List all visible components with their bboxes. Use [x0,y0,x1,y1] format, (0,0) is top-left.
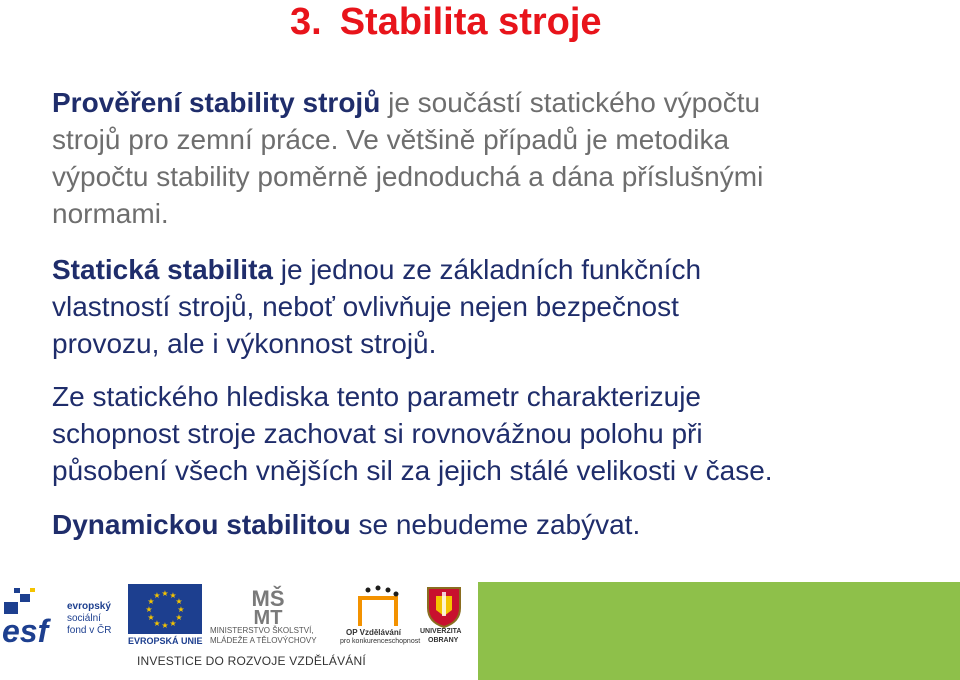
p1-bold: Prověření stability strojů [52,87,381,118]
paragraph-dynamic-stability [52,506,942,543]
svg-text:★: ★ [175,597,183,606]
svg-text:esf: esf [2,613,49,649]
svg-text:★: ★ [177,605,185,614]
footer-logo-bar [0,582,960,680]
esf-logo-graphic [0,584,125,650]
title-text: Stabilita stroje [339,1,602,43]
svg-text:★: ★ [169,619,177,628]
msmt-emblem-icon [233,584,303,624]
svg-text:★: ★ [161,589,169,598]
op-logo [340,584,421,650]
p4-rest: se nebudeme zabývat. [350,509,641,540]
eu-label: EVROPSKÁ UNIE [128,636,203,646]
p2-line2: vlastností strojů, neboť ovlivňuje nejen bezpečnost [52,291,679,322]
svg-text:★: ★ [161,621,169,630]
p1-line3: výpočtu stability poměrně jednoduchá a dána příslušnými [52,161,764,192]
uni-line2: OBRANY [428,637,459,644]
p2-line3: provozu, ale i výkonnost strojů. [52,328,437,359]
eu-flag-icon [128,584,202,634]
p3-line1: Ze statického hlediska tento parametr charakterizuje [52,381,701,412]
p3-line2: schopnost stroje zachovat si rovnovážnou polohu při [52,418,703,449]
slide-title [290,0,602,44]
svg-text:★: ★ [147,613,155,622]
footer-green-band [478,582,960,680]
svg-text:★: ★ [175,613,183,622]
svg-text:★: ★ [169,591,177,600]
svg-text:MT: MT [253,607,283,624]
p3-line3: působení všech vnějších sil za jejich stálé velikosti v čase. [52,455,773,486]
p1-line1-rest: je součástí statického výpočtu [380,87,761,118]
esf-text-3: fond v ČR [67,625,112,636]
op-line1: OP Vzdělávání [346,628,401,637]
op-line2: pro konkurenceschopnost [340,638,421,645]
esf-logo [0,584,125,650]
esf-text-1: evropský [67,601,111,612]
esf-text-2: sociální [67,613,101,624]
p1-line2: strojů pro zemní práce. Ve většině případů je metodika [52,124,730,155]
p1-line4: normami. [52,198,169,229]
eu-logo [126,584,204,650]
investment-slogan: INVESTICE DO ROZVOJE VZDĚLÁVÁNÍ [137,654,366,668]
svg-text:★: ★ [147,597,155,606]
uni-line1: UNIVERZITA [420,628,462,635]
p2-bold: Statická stabilita [52,254,273,285]
p4-bold: Dynamickou stabilitou [52,509,351,540]
op-emblem-icon [348,584,408,628]
p2-line1-rest: je jednou ze základních funkčních [272,254,702,285]
paragraph-stability-check [52,84,942,232]
university-crest-icon [424,584,464,628]
svg-text:★: ★ [145,605,153,614]
msmt-line2: MLÁDEŽE A TĚLOVÝCHOVY [210,636,317,645]
title-number: 3. [290,1,322,43]
university-logo [420,584,470,650]
paragraph-static-stability [52,251,942,362]
msmt-logo [208,584,330,650]
paragraph-static-viewpoint [52,378,942,489]
msmt-line1: MINISTERSTVO ŠKOLSTVÍ, [210,626,314,635]
svg-text:★: ★ [153,591,161,600]
svg-text:★: ★ [153,619,161,628]
svg-text:MŠ: MŠ [251,586,285,611]
